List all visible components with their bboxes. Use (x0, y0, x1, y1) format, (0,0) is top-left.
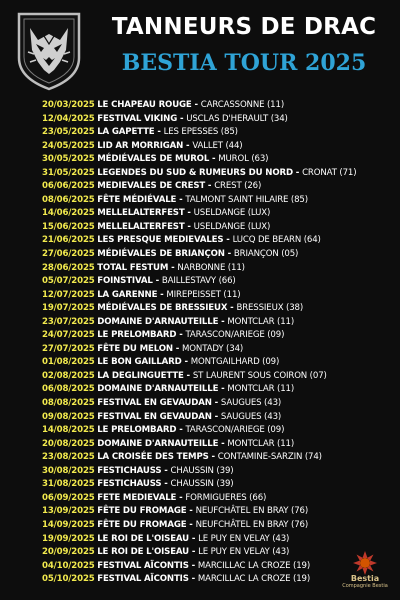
event-name: TOTAL FESTUM (97, 262, 169, 273)
event-row (42, 113, 382, 127)
event-separator: - (186, 506, 196, 517)
event-separator: - (152, 276, 162, 287)
event-date: 31/05/2025 (42, 167, 95, 178)
event-date: 12/04/2025 (42, 113, 95, 124)
event-row (42, 519, 382, 533)
event-place: CHAUSSIN (39) (170, 465, 234, 476)
event-place: USCLAS D'HERAULT (34) (186, 113, 288, 124)
event-date: 31/08/2025 (42, 479, 95, 490)
event-separator: - (223, 235, 233, 246)
event-place: LES EPESSES (85) (163, 127, 238, 138)
event-name: MÉDIÉVALES DE MUROL (97, 154, 210, 165)
event-separator: - (184, 208, 194, 219)
event-date: 05/07/2025 (42, 276, 95, 287)
event-date: 30/05/2025 (42, 154, 95, 165)
event-row (42, 275, 382, 289)
event-row (42, 99, 382, 113)
event-place: FORMIGUERES (66) (185, 492, 267, 503)
event-date: 14/09/2025 (42, 519, 95, 530)
event-place: SAUGUES (43) (220, 411, 282, 422)
event-date: 08/06/2025 (42, 194, 95, 205)
event-row (42, 438, 382, 452)
event-date: 21/06/2025 (42, 235, 95, 246)
event-date: 14/08/2025 (42, 425, 95, 436)
event-separator: - (188, 560, 198, 571)
event-date: 19/07/2025 (42, 303, 95, 314)
event-separator: - (177, 113, 187, 124)
event-name: LE ROI DE L'OISEAU (97, 547, 189, 558)
event-separator: - (161, 479, 171, 490)
event-place: NARBONNE (11) (177, 262, 245, 273)
event-row (42, 370, 382, 384)
event-name: MEDIEVALES DE CREST (97, 181, 206, 192)
event-separator: - (191, 100, 201, 110)
event-place: TARASCON/ARIEGE (09) (185, 330, 285, 341)
event-name: FOINSTIVAL (97, 276, 153, 287)
event-name: FESTIVAL VIKING (97, 113, 178, 124)
event-date: 24/07/2025 (42, 330, 95, 341)
event-row (42, 505, 382, 519)
event-row (42, 316, 382, 330)
event-place: LE PUY EN VELAY (43) (198, 547, 290, 558)
event-row (42, 153, 382, 167)
event-row (42, 492, 382, 506)
event-place: CHAUSSIN (39) (170, 479, 234, 490)
event-place: NEUFCHÂTEL EN BRAY (76) (195, 506, 309, 517)
event-row (42, 167, 382, 181)
event-separator: - (186, 519, 196, 530)
event-place: BAILLESTAVY (66) (161, 276, 236, 287)
event-date: 06/08/2025 (42, 384, 95, 395)
event-date: 01/08/2025 (42, 357, 95, 368)
event-separator: - (188, 574, 198, 585)
event-date: 28/06/2025 (42, 262, 95, 273)
event-date: 23/08/2025 (42, 452, 95, 463)
event-place: USELDANGE (LUX) (193, 221, 271, 232)
event-separator: - (157, 289, 167, 300)
event-date: 02/08/2025 (42, 370, 95, 381)
event-separator: - (292, 167, 303, 178)
event-separator: - (176, 194, 186, 205)
badge-main-text: Bestia (350, 574, 380, 583)
event-row (42, 194, 382, 208)
event-place: MIREPEISSET (11) (166, 289, 241, 300)
event-separator: - (183, 140, 193, 151)
event-place: TARASCON/ARIEGE (09) (185, 425, 285, 436)
event-place: VALLET (44) (192, 140, 243, 151)
event-row (42, 289, 382, 303)
event-row (42, 560, 382, 574)
event-row (42, 383, 382, 397)
red-sun-emblem-icon (340, 550, 390, 590)
event-row (42, 546, 382, 560)
event-row (42, 465, 382, 479)
event-row (42, 207, 382, 221)
event-name: LID AR MORRIGAN (97, 140, 184, 151)
event-separator: - (181, 357, 191, 368)
event-place: BRESSIEUX (38) (236, 303, 304, 314)
event-place: CARCASSONNE (11) (200, 100, 285, 110)
event-place: MONTCLAR (11) (227, 384, 295, 395)
event-date: 20/03/2025 (42, 100, 95, 110)
event-row (42, 478, 382, 492)
event-date: 13/09/2025 (42, 506, 95, 517)
event-separator: - (184, 221, 194, 232)
event-place: SAUGUES (43) (220, 398, 282, 409)
event-date: 27/06/2025 (42, 249, 95, 260)
event-name: LA GAPETTE (97, 127, 155, 138)
event-name: FESTIVAL AÏCONTIS (97, 560, 189, 571)
wolf-head-crest-icon (14, 10, 84, 92)
event-name: LE BON GAILLARD (97, 357, 182, 368)
event-name: MELLELALTERFEST (97, 221, 185, 232)
event-date: 08/08/2025 (42, 398, 95, 409)
event-name: LE PRELOMBARD (97, 425, 177, 436)
badge-sub-text: Compagnie Bestia (342, 583, 388, 589)
event-place: MONTCLAR (11) (227, 316, 295, 327)
event-date: 23/05/2025 (42, 127, 95, 138)
event-name: LEGENDES DU SUD & RUMEURS DU NORD (97, 167, 293, 178)
event-separator: - (211, 398, 221, 409)
event-name: DOMAINE D'ARNAUTEILLE (97, 384, 219, 395)
event-name: FÊTE MÉDIÉVALE (97, 194, 177, 205)
event-name: FETE MEDIEVALE (97, 492, 177, 503)
event-name: LE PRELOMBARD (97, 330, 177, 341)
event-place: CONTAMINE-SARZIN (74) (217, 452, 322, 463)
event-name: FESTICHAUSS (97, 479, 162, 490)
event-name: DOMAINE D'ARNAUTEILLE (97, 438, 219, 449)
event-place: MARCILLAC LA CROZE (19) (197, 560, 311, 571)
event-separator: - (161, 465, 171, 476)
event-row (42, 356, 382, 370)
event-row (42, 262, 382, 276)
event-date: 15/06/2025 (42, 221, 95, 232)
event-separator: - (176, 330, 186, 341)
event-separator: - (172, 343, 183, 354)
event-place: MONTCLAR (11) (227, 438, 295, 449)
event-date: 27/07/2025 (42, 343, 95, 354)
event-date: 09/08/2025 (42, 411, 95, 422)
event-name: LE CHAPEAU ROUGE (97, 100, 192, 110)
page-subtitle: BESTIA TOUR 2025 (121, 50, 367, 76)
event-date: 04/10/2025 (42, 560, 95, 571)
event-date: 12/07/2025 (42, 289, 95, 300)
event-name: MÉDIÉVALES DE BRESSIEUX (97, 303, 228, 314)
event-place: NEUFCHÂTEL EN BRAY (76) (195, 519, 309, 530)
event-row (42, 234, 382, 248)
event-row (42, 411, 382, 425)
event-row (42, 451, 382, 465)
event-name: FESTIVAL EN GEVAUDAN (97, 411, 212, 422)
event-date: 06/09/2025 (42, 492, 95, 503)
event-place: MONTADY (34) (182, 343, 244, 354)
event-separator: - (218, 384, 228, 395)
event-separator: - (227, 303, 237, 314)
event-date: 23/07/2025 (42, 316, 95, 327)
event-date: 05/10/2025 (42, 574, 95, 585)
event-row (42, 140, 382, 154)
event-name: LA GARENNE (97, 289, 158, 300)
event-date: 14/06/2025 (42, 208, 95, 219)
event-row (42, 329, 382, 343)
event-name: FESTICHAUSS (97, 465, 162, 476)
event-separator: - (218, 316, 228, 327)
event-row (42, 221, 382, 235)
event-name: FÊTE DU FROMAGE (97, 519, 187, 530)
event-separator: - (176, 425, 186, 436)
event-name: LA CROISÉE DES TEMPS (97, 452, 209, 463)
event-place: MONTGAILHARD (09) (190, 357, 280, 368)
event-name: FÊTE DU FROMAGE (97, 506, 187, 517)
event-date: 19/09/2025 (42, 533, 95, 544)
event-separator: - (183, 370, 193, 381)
event-list (42, 99, 382, 587)
event-date: 24/05/2025 (42, 140, 95, 151)
event-place: ST LAURENT SOUS COIRON (07) (192, 370, 327, 381)
event-row (42, 180, 382, 194)
event-place: USELDANGE (LUX) (193, 208, 271, 219)
event-name: FESTIVAL EN GEVAUDAN (97, 398, 212, 409)
event-separator: - (218, 438, 228, 449)
event-name: LES PRESQUE MEDIEVALES (97, 235, 224, 246)
event-date: 06/06/2025 (42, 181, 95, 192)
event-name: LE ROI DE L'OISEAU (97, 533, 189, 544)
event-row (42, 397, 382, 411)
event-name: FÊTE DU MELON (97, 343, 173, 354)
event-place: CREST (26) (214, 181, 262, 192)
event-date: 20/09/2025 (42, 547, 95, 558)
event-separator: - (205, 181, 215, 192)
event-row (42, 248, 382, 262)
event-separator: - (189, 547, 199, 558)
event-date: 20/08/2025 (42, 438, 95, 449)
event-name: MELLELALTERFEST (97, 208, 185, 219)
event-place: MARCILLAC LA CROZE (19) (197, 574, 311, 585)
event-date: 30/08/2025 (42, 465, 95, 476)
event-separator: - (208, 452, 218, 463)
event-place: BRIANÇON (05) (233, 249, 299, 260)
event-place: LUCQ DE BEARN (64) (232, 235, 321, 246)
event-name: FESTIVAL AÏCONTIS (97, 574, 189, 585)
event-separator: - (211, 411, 221, 422)
event-row (42, 424, 382, 438)
event-row (42, 302, 382, 316)
event-row (42, 343, 382, 357)
event-row (42, 573, 382, 587)
event-place: CRONAT (71) (302, 167, 357, 178)
event-separator: - (189, 533, 199, 544)
event-place: MUROL (63) (218, 154, 269, 165)
event-separator: - (154, 127, 164, 138)
page-title: TANNEURS DE DRAC (111, 14, 377, 40)
event-place: LE PUY EN VELAY (43) (198, 533, 290, 544)
event-name: DOMAINE D'ARNAUTEILLE (97, 316, 219, 327)
event-row (42, 533, 382, 547)
event-separator: - (168, 262, 178, 273)
event-name: LA DEGLINGUETTE (97, 370, 184, 381)
event-separator: - (209, 154, 219, 165)
event-separator: - (224, 249, 234, 260)
event-row (42, 126, 382, 140)
event-name: MÉDIÉVALES DE BRIANÇON (97, 249, 225, 260)
event-place: TALMONT SAINT HILAIRE (85) (185, 194, 308, 205)
event-separator: - (176, 492, 186, 503)
